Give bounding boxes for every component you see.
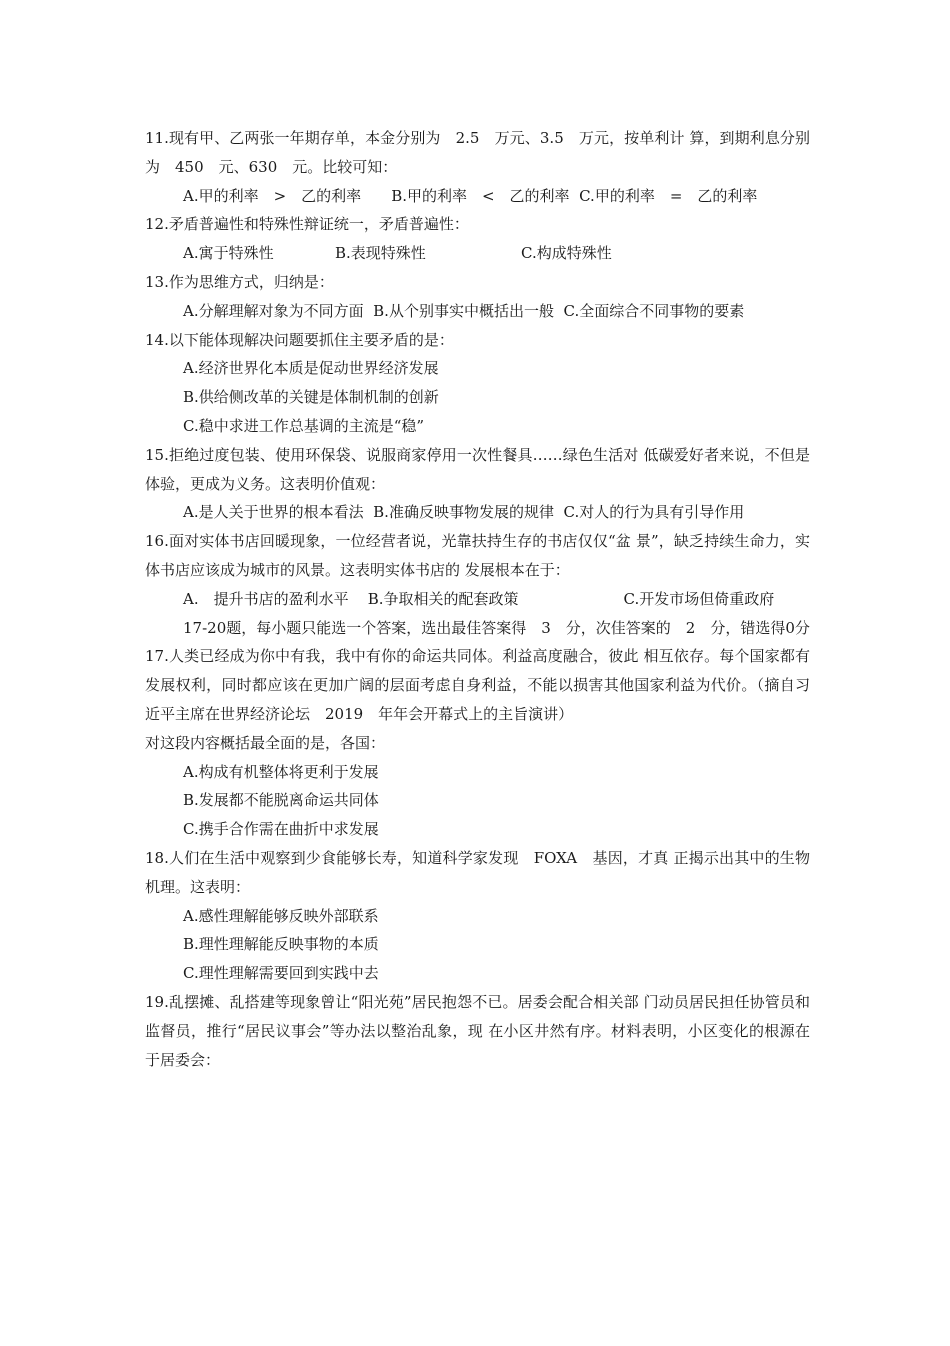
question-17-stem: 17.人类已经成为你中有我，我中有你的命运共同体。利益高度融合，彼此 相互依存。每个国家都有发展权利，同时都应该在更加广阔的层面考虑自身利益，不能以损害其他国家利益为代价。（摘自习近平主席在世界经济论坛 2019 年年会开幕式上的主旨演讲） (145, 647, 810, 723)
question-11-stem: 11.现有甲、乙两张一年期存单，本金分别为 2.5 万元、3.5 万元，按单利计 算，到期利息分别为 450 元、630 元。比较可知： (145, 129, 810, 176)
question-11-option-c: C.甲的利率 = 乙的利率 (579, 186, 758, 205)
question-18-stem: 18.人们在生活中观察到少食能够长寿，知道科学家发现 FOXA 基因，才真 正揭示出其中的生物机理。这表明： (145, 848, 810, 896)
question-18-option-c: C.理性理解需要回到实践中去 (183, 964, 379, 983)
question-18-option-b: B.理性理解能反映事物的本质 (183, 935, 379, 954)
question-14-option-c: C.稳中求进工作总基调的主流是“稳” (183, 416, 425, 435)
question-16-option-c: C.开发市场但倚重政府 (623, 589, 775, 608)
question-14-option-b: B.供给侧改革的关键是体制机制的创新 (183, 388, 439, 407)
question-11-options (145, 182, 810, 211)
question-16-stem: 16.面对实体书店回暖现象，一位经营者说，光靠扶持生存的书店仅仅“盆 景”，缺乏持续生命力，实体书店应该成为城市的风景。这表明实体书店的 发展根本在于： (145, 532, 810, 579)
question-12-option-c: C.构成特殊性 (521, 244, 612, 263)
question-15-option-c: C.对人的行为具有引导作用 (563, 503, 745, 522)
question-11-option-b: B.甲的利率 < 乙的利率 (391, 186, 570, 205)
question-15-option-b: B.准确反映事物发展的规律 (373, 503, 554, 522)
question-13-option-a: A.分解理解对象为不同方面 (183, 301, 364, 320)
question-13-option-b: B.从个别事实中概括出一般 (373, 301, 554, 320)
question-13-options (145, 297, 810, 326)
question-17-option-a: A.构成有机整体将更利于发展 (183, 762, 379, 781)
question-16-options (145, 585, 810, 614)
question-17-option-c: C.携手合作需在曲折中求发展 (183, 820, 379, 839)
question-17-stem-prompt: 对这段内容概括最全面的是，各国： (145, 733, 386, 752)
question-14-option-a: A.经济世界化本质是促动世界经济发展 (183, 359, 439, 378)
question-12-option-a: A.寓于特殊性 (183, 244, 274, 263)
question-14-stem: 14.以下能体现解决问题要抓住主要矛盾的是： (145, 330, 454, 349)
question-11-option-a: A.甲的利率 > 乙的利率 (183, 186, 362, 205)
question-13-stem: 13.作为思维方式，归纳是： (145, 272, 334, 291)
question-13-option-c: C.全面综合不同事物的要素 (563, 301, 745, 320)
question-15-options (145, 498, 810, 527)
question-12-option-b: B.表现特殊性 (335, 244, 426, 263)
question-19-stem: 19.乱摆摊、乱搭建等现象曾让“阳光苑”居民抱怨不已。居委会配合相关部 门动员居民担任协管员和监督员，推行“居民议事会”等办法以整治乱象，现 在小区井然有序。材料表明，小区变化的根源在于居委会： (145, 992, 810, 1069)
question-15-stem: 15.拒绝过度包装、使用环保袋、说服商家停用一次性餐具……绿色生活对 低碳爱好者来说，不但是体验，更成为义务。这表明价值观： (145, 445, 810, 493)
question-17-option-b: B.发展都不能脱离命运共同体 (183, 791, 379, 810)
question-list (145, 124, 810, 1074)
question-16-option-a: A. 提升书店的盈利水平 (183, 589, 349, 608)
question-12-options (145, 239, 810, 268)
section-instruction-note: 17-20题，每小题只能选一个答案，选出最佳答案得 3 分，次佳答案的 2 分，错选得0分 (183, 618, 810, 637)
question-12-stem: 12.矛盾普遍性和特殊性辩证统一，矛盾普遍性： (145, 215, 469, 234)
question-16-option-b: B.争取相关的配套政策 (367, 589, 519, 608)
question-18-option-a: A.感性理解能够反映外部联系 (183, 906, 379, 925)
question-15-option-a: A.是人关于世界的根本看法 (183, 503, 364, 522)
